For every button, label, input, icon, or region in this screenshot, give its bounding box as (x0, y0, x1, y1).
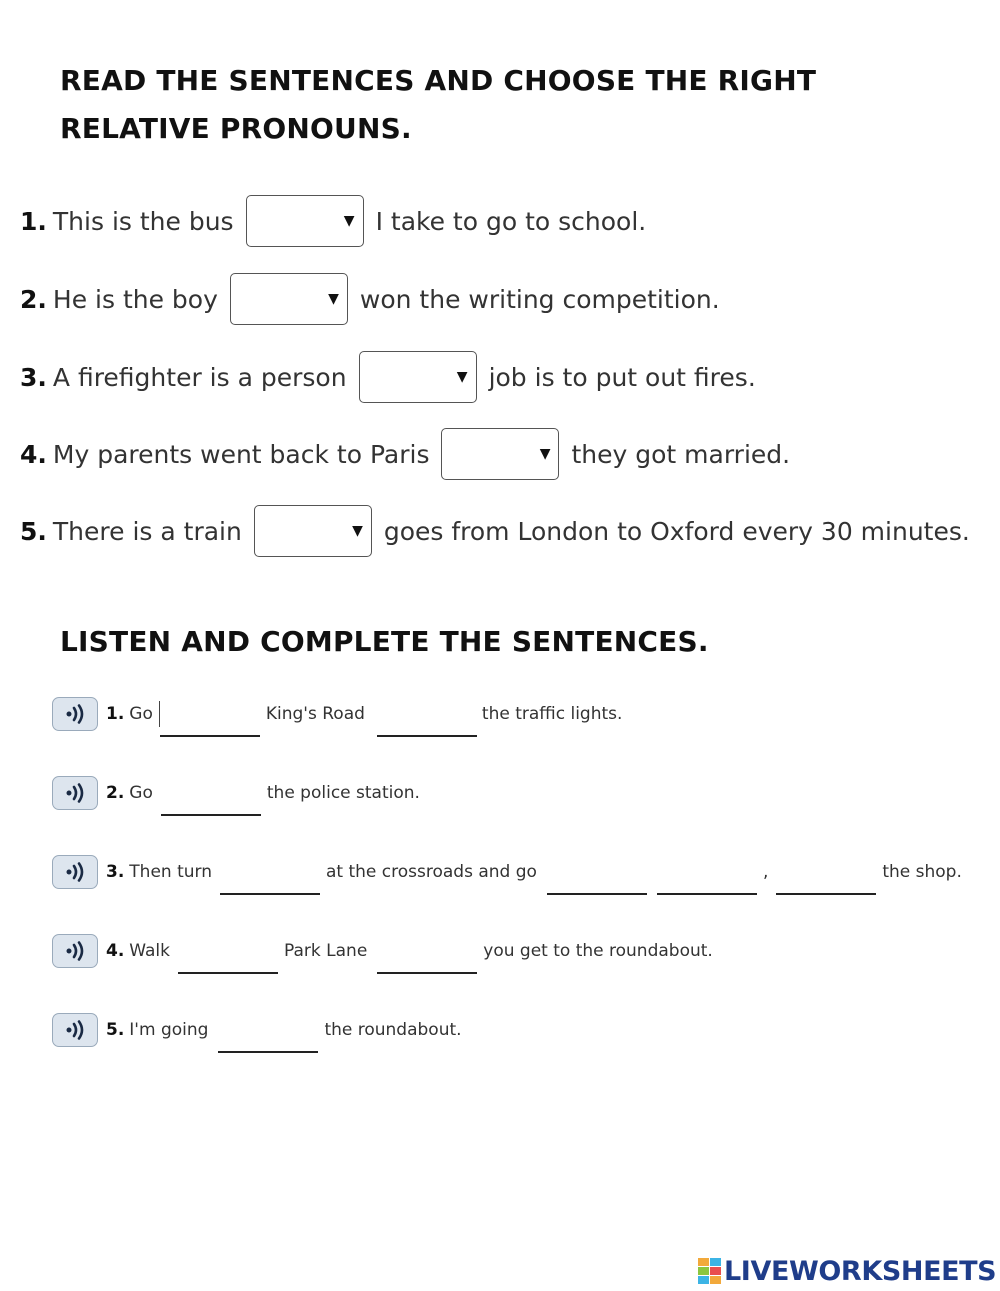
play-audio-button-2[interactable] (52, 776, 98, 810)
speaker-icon (63, 783, 87, 803)
sentence-text: Walk (129, 941, 171, 961)
sentence-text: Park Lane (284, 941, 368, 961)
answer-blank[interactable] (218, 1051, 318, 1053)
sentence-text: you get to the roundabout. (483, 941, 713, 961)
sentence-text: the shop. (882, 862, 962, 882)
answer-blank[interactable] (377, 735, 477, 737)
chevron-down-icon: ▼ (352, 523, 363, 539)
sentence-text: I'm going (129, 1020, 209, 1040)
answer-blank[interactable] (161, 814, 261, 816)
listen-row-1 (52, 695, 622, 733)
play-audio-button-1[interactable] (52, 697, 98, 731)
item-number: 5. (106, 1020, 125, 1040)
section-1-title: READ THE SENTENCES AND CHOOSE THE RIGHT RELATIVE PRONOUNS. (60, 64, 817, 145)
sentence-after: job is to put out fires. (488, 362, 756, 392)
item-number: 2. (20, 284, 47, 314)
pronoun-select-5[interactable] (254, 505, 372, 557)
pronoun-select-1[interactable] (246, 195, 364, 247)
answer-blank[interactable] (220, 893, 320, 895)
sentence-text: the roundabout. (324, 1020, 462, 1040)
sentence-row-1 (20, 194, 646, 248)
sentence-after: won the writing competition. (359, 284, 720, 314)
play-audio-button-3[interactable] (52, 855, 98, 889)
play-audio-button-4[interactable] (52, 934, 98, 968)
liveworksheets-logo (698, 1256, 996, 1286)
item-number: 5. (20, 516, 47, 546)
sentence-row-2 (20, 272, 720, 326)
play-audio-button-5[interactable] (52, 1013, 98, 1047)
answer-blank[interactable] (657, 893, 757, 895)
speaker-icon (63, 941, 87, 961)
sentence-before: He is the boy (52, 284, 218, 314)
listen-row-2 (52, 774, 420, 812)
sentence-after: they got married. (571, 439, 791, 469)
answer-blank[interactable] (377, 972, 477, 974)
answer-blank[interactable] (160, 735, 260, 737)
section-2-title: LISTEN AND COMPLETE THE SENTENCES. (60, 625, 709, 658)
listen-row-5 (52, 1011, 462, 1049)
sentence-comma: , (762, 862, 769, 882)
speaker-icon (63, 862, 87, 882)
sentence-text: Go (129, 704, 153, 724)
item-number: 3. (106, 862, 125, 882)
sentence-after: I take to go to school. (375, 206, 647, 236)
sentence-text: the police station. (266, 783, 420, 803)
sentence-text: Then turn (129, 862, 212, 882)
speaker-icon (63, 704, 87, 724)
chevron-down-icon: ▼ (539, 446, 551, 462)
chevron-down-icon: ▼ (328, 291, 339, 307)
chevron-down-icon: ▼ (456, 369, 468, 385)
answer-blank[interactable] (776, 893, 876, 895)
speaker-icon (63, 1020, 87, 1040)
item-number: 2. (106, 783, 125, 803)
answer-blank[interactable] (547, 893, 647, 895)
sentence-before: There is a train (52, 516, 242, 546)
pronoun-select-2[interactable] (230, 273, 348, 325)
sentence-before: A firefighter is a person (52, 362, 347, 392)
sentence-text: King's Road (265, 704, 365, 724)
sentence-before: This is the bus (52, 206, 234, 236)
sentence-after: goes from London to Oxford every 30 minutes. (383, 516, 970, 546)
item-number: 4. (106, 941, 125, 961)
listen-row-3 (52, 853, 962, 891)
sentence-before: My parents went back to Paris (52, 439, 430, 469)
brand-name: LIVEWORKSHEETS (724, 1255, 997, 1287)
item-number: 4. (20, 439, 47, 469)
text-caret (159, 701, 160, 727)
sentence-text: the traffic lights. (481, 704, 623, 724)
item-number: 1. (106, 704, 125, 724)
sentence-row-4 (20, 427, 790, 481)
sentence-row-5 (20, 504, 970, 558)
brand-blocks-icon (698, 1258, 722, 1284)
item-number: 1. (20, 206, 47, 236)
listen-row-4 (52, 932, 713, 970)
sentence-text: at the crossroads and go (326, 862, 537, 882)
answer-blank[interactable] (178, 972, 278, 974)
item-number: 3. (20, 362, 47, 392)
sentence-row-3 (20, 350, 756, 404)
pronoun-select-4[interactable] (441, 428, 559, 480)
chevron-down-icon: ▼ (343, 213, 355, 229)
pronoun-select-3[interactable] (359, 351, 477, 403)
sentence-text: Go (129, 783, 153, 803)
